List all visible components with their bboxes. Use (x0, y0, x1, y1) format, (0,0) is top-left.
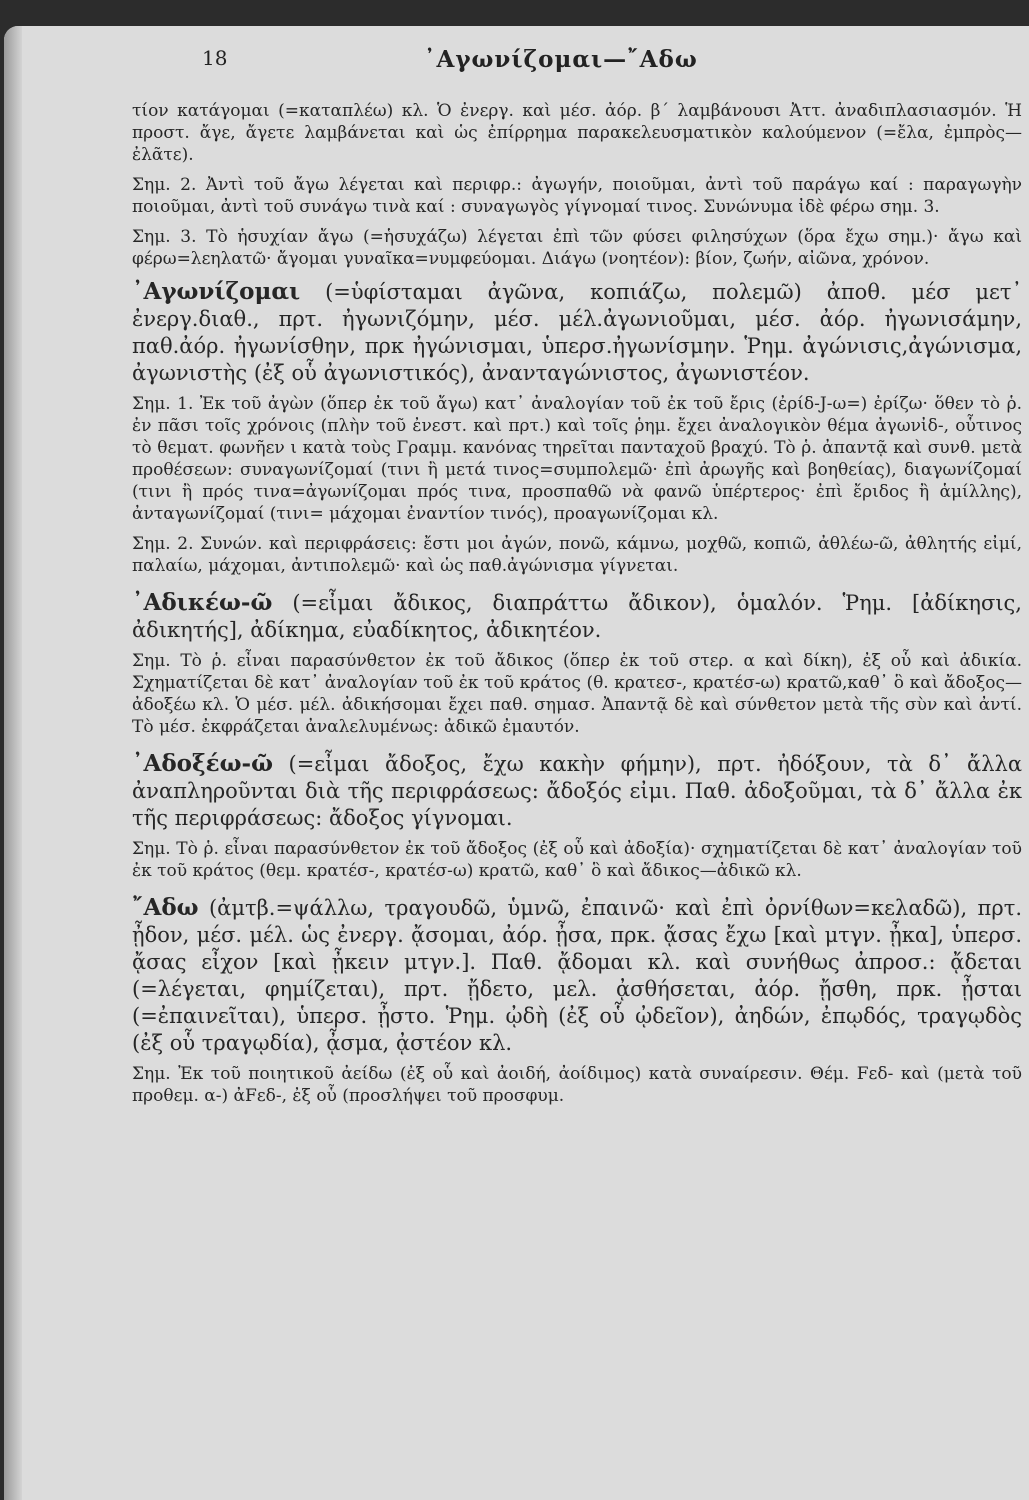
note-paragraph: Σημ. 2. Ἀντὶ τοῦ ἄγω λέγεται καὶ περιφρ.: ἀγωγήν, ποιοῦμαι, ἀντὶ τοῦ παράγω καί : παραγωγὴν ποιοῦμαι, ἀντὶ τοῦ συνάγω τινὰ καί : συναγωγὸς γίγνομαί τινος. Συνώνυμα ἰδὲ φέρω σημ. 3. (132, 175, 1022, 217)
headword: ᾿Αδοξέω-ῶ (132, 750, 273, 777)
headword: ᾿Αγωνίζομαι (132, 278, 301, 305)
dictionary-entry (132, 750, 1022, 882)
page-content (132, 100, 1022, 1119)
page-number: 18 (202, 46, 228, 70)
note-paragraph: Σημ. Τὸ ῥ. εἶναι παρασύνθετον ἐκ τοῦ ἄδοξος (ἐξ οὗ καὶ ἀδοξία)· σχηματίζεται δὲ κατ᾿ ἀναλογίαν τοῦ ἐκ τοῦ κράτος (θεμ. κρατέσ-, κρατέσ-ω) κρατῶ, καθ᾿ ὃ καὶ ἄδικος—ἀδικῶ κλ. (132, 839, 1022, 881)
entry-definition: (=εἶμαι ἄδικος, διαπράττω ἄδικον), ὁμαλόν. Ῥημ. [ἀδίκησις, ἀδικητής], ἀδίκημα, εὐαδίκητος, ἀδικητέον. (132, 591, 1022, 642)
entry-definition: (=εἶμαι ἄδοξος, ἔχω κακὴν φήμην), πρτ. ἠδόξουν, τὰ δ᾿ ἄλλα ἀναπληροῦνται διὰ τῆς περιφράσεως: ἄδοξός εἰμι. Παθ. ἀδοξοῦμαι, τὰ δ᾿ ἄλλα ἐκ τῆς περιφράσεως: ἄδοξος γίγνομαι. (132, 752, 1022, 830)
dictionary-entry (132, 589, 1022, 738)
book-page (4, 26, 1029, 1500)
entry-body (132, 894, 1022, 1057)
note-paragraph: Σημ. Τὸ ῥ. εἶναι παρασύνθετον ἐκ τοῦ ἄδικος (ὅπερ ἐκ τοῦ στερ. α καὶ δίκη), ἐξ οὗ καὶ ἀδικία. Σχηματίζεται δὲ κατ᾿ ἀναλογίαν τοῦ ἐκ τοῦ κράτος (θ. κρατεσ-, κρατέσ-ω) κρατῶ,καθ᾿ ὃ καὶ ἄδοξος—ἀδοξέω κλ. Ὁ μέσ. μέλ. ἀδικήσομαι ἔχει παθ. σημασ. Ἀπαντᾷ δὲ καὶ σύνθετον μετὰ τῆς σὺν καὶ ἀντί. Τὸ μέσ. ἐκφράζεται ἀναλελυμένως: ἀδικῶ ἐμαυτόν. (132, 651, 1022, 737)
note-paragraph: Σημ. 1. Ἐκ τοῦ ἀγὼν (ὅπερ ἐκ τοῦ ἄγω) κατ᾿ ἀναλογίαν τοῦ ἐκ τοῦ ἔρις (ἐρίδ-J-ω=) ἐρίζω· ὅθεν τὸ ῥ. ἐν πᾶσι τοῖς χρόνοις (πλὴν τοῦ ἐνεστ. καὶ πρτ.) καὶ τοῖς ῥημ. ἔχει ἀναλογικὸν θέμα ἀγωνἰδ-, οὗτινος τὸ θεματ. φωνῆεν ι κατὰ τοὺς Γραμμ. κανόνας τηρεῖται πανταχοῦ βραχύ. Τὸ ῥ. ἀπαντᾷ καὶ συνθ. μετὰ προθέσεων: συναγωνίζομαί (τινι ἢ μετά τινος=συμπολεμῶ· ἐπὶ ἀρωγῆς καὶ βοηθείας), διαγωνίζομαί (τινι ἢ πρός τινα=ἀγωνίζομαι πρός τινα, προσπαθῶ νὰ φανῶ ὑπέρτερος· ἐπὶ ἔριδος ἢ ἁμίλλης), ἀνταγωνίζομαί (τινι= μάχομαι ἐναντίον τινός), προαγωνίζομαι κλ. (132, 394, 1022, 524)
dictionary-entry (132, 894, 1022, 1107)
headword: ᾿Αδικέω-ῶ (132, 589, 273, 616)
dictionary-entry (132, 278, 1022, 577)
entry-body (132, 750, 1022, 832)
page-header (4, 46, 1029, 86)
entry-definition: (ἀμτβ.=ψάλλω, τραγουδῶ, ὑμνῶ, ἐπαινῶ· καὶ ἐπὶ ὀρνίθων=κελαδῶ), πρτ. ᾖδον, μέσ. μέλ. ὡς ἐνεργ. ᾄσομαι, ἀόρ. ᾖσα, πρκ. ᾄσας ἔχω [καὶ μτγν. ᾖκα], ὑπερσ. ᾄσας εἶχον [καὶ ᾖκειν μτγν.]. Παθ. ᾄδομαι κλ. καὶ συνήθως ἀπροσ.: ᾄδεται (=λέγεται, φημίζεται), πρτ. ᾔδετο, μελ. ᾀσθήσεται, ἀόρ. ᾔσθη, πρκ. ᾖσται (=ἐπαινεῖται), ὑπερσ. ᾖστο. Ῥημ. ᾠδὴ (ἐξ οὗ ᾠδεῖον), ἀηδών, ἐπῳδός, τραγῳδὸς (ἐξ οὗ τραγῳδία), ᾆσμα, ᾀστέον κλ. (132, 896, 1022, 1055)
running-head: ᾿Αγωνίζομαι—῎Αδω (424, 46, 698, 73)
headword: ῎Αδω (132, 894, 199, 921)
note-paragraph: Σημ. 3. Τὸ ἡσυχίαν ἄγω (=ἡσυχάζω) λέγεται ἐπὶ τῶν φύσει φιλησύχων (ὅρα ἔχω σημ.)· ἄγω καὶ φέρω=λεηλατῶ· ἄγομαι γυναῖκα=νυμφεύομαι. Διάγω (νοητέον): βίον, ζωήν, αἰῶνα, χρόνον. (132, 227, 1022, 269)
note-paragraph: Σημ. Ἐκ τοῦ ποιητικοῦ ἀείδω (ἐξ οὗ καὶ ἀοιδή, ἀοίδιμος) κατὰ συναίρεσιν. Θέμ. Fεδ- καὶ (μετὰ τοῦ προθεμ. α-) ἀFεδ-, ἐξ οὗ (προσλήψει τοῦ προσφυμ. (132, 1064, 1022, 1106)
page-edge-shadow (4, 26, 22, 1500)
note-paragraph: Σημ. 2. Συνών. καὶ περιφράσεις: ἔστι μοι ἀγών, πονῶ, κάμνω, μοχθῶ, κοπιῶ, ἀθλέω-ῶ, ἀθλητής εἰμί, παλαίω, μάχομαι, ἀντιπολεμῶ· καὶ ὡς παθ.ἀγώνισμα γίγνεται. (132, 534, 1022, 576)
top-continuation-text: τίον κατάγομαι (=καταπλέω) κλ. Ὁ ἐνεργ. καὶ μέσ. ἀόρ. β΄ λαμβάνουσι Ἀττ. ἀναδιπλασιασμόν. Ἡ προστ. ἄγε, ἄγετε λαμβάνεται καὶ ὡς ἐπίρρημα παρακελευσματικὸν καλούμενον (=ἔλα, ἐμπρὸς—ἐλᾶτε). (132, 101, 1022, 165)
entry-body (132, 278, 1022, 387)
entry-body (132, 589, 1022, 644)
entry-definition: (=ὑφίσταμαι ἀγῶνα, κοπιάζω, πολεμῶ) ἀποθ. μέσ μετ᾿ ἐνεργ.διαθ., πρτ. ἠγωνιζόμην, μέσ. μέλ.ἀγωνιοῦμαι, μέσ. ἀόρ. ἠγωνισάμην, παθ.ἀόρ. ἠγωνίσθην, πρκ ἠγώνισμαι, ὑπερσ.ἠγωνίσμην. Ῥημ. ἀγώνισις,ἀγώνισμα, ἀγωνιστὴς (ἐξ οὗ ἀγωνιστικός), ἀνανταγώνιστος, ἀγωνιστέον. (132, 280, 1022, 385)
